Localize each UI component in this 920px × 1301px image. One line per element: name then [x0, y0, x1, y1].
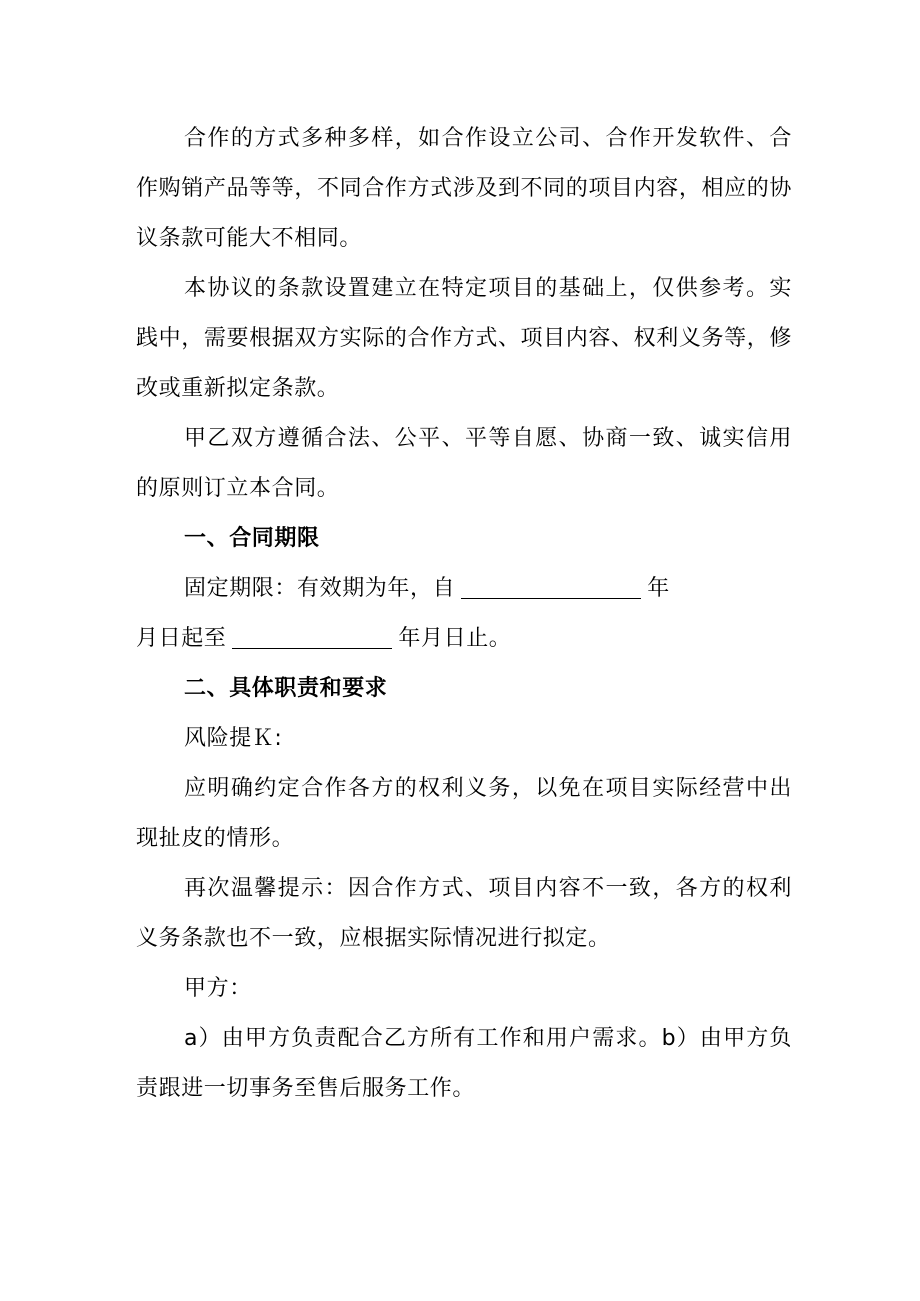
term-line-2	[136, 614, 792, 664]
term-line2-prefix: 月日起至	[136, 626, 227, 651]
start-year-blank[interactable]	[461, 576, 641, 599]
intro-paragraph-cooperation-modes: 合作的方式多种多样，如合作设立公司、合作开发软件、合作购销产品等等，不同合作方式涉及到不同的项目内容，相应的协议条款可能大不相同。	[136, 126, 792, 251]
risk-text: 应明确约定合作各方的权利义务，以免在项目实际经营中出现扯皮的情形。	[136, 776, 792, 851]
intro-paragraph-principles: 甲乙双方遵循合法、公平、平等自愿、协商一致、诚实信用的原则订立本合同。	[136, 426, 792, 501]
party-a-label: 甲方：	[184, 976, 252, 1001]
section-heading-contract-term: 一、合同期限	[184, 526, 320, 551]
term-year-label: 年	[647, 576, 670, 601]
party-a-duties: a）由甲方负责配合乙方所有工作和用户需求。b）由甲方负责跟进一切事务至售后服务工作。	[136, 1026, 792, 1101]
reminder-text: 再次温馨提示：因合作方式、项目内容不一致，各方的权利义务条款也不一致，应根据实际情况进行拟定。	[136, 876, 792, 951]
end-year-blank[interactable]	[232, 626, 392, 649]
term-line-1	[136, 564, 792, 614]
risk-label: 风险提Ｋ:	[184, 726, 283, 751]
intro-paragraph-reference-only: 本协议的条款设置建立在特定项目的基础上，仅供参考。实践中，需要根据双方实际的合作方式、项目内容、权利义务等，修改或重新拟定条款。	[136, 276, 792, 401]
term-prefix: 固定期限：有效期为年，自	[184, 576, 456, 601]
section-heading-duties: 二、具体职责和要求	[184, 676, 388, 701]
term-line2-suffix: 年月日止。	[398, 626, 512, 651]
